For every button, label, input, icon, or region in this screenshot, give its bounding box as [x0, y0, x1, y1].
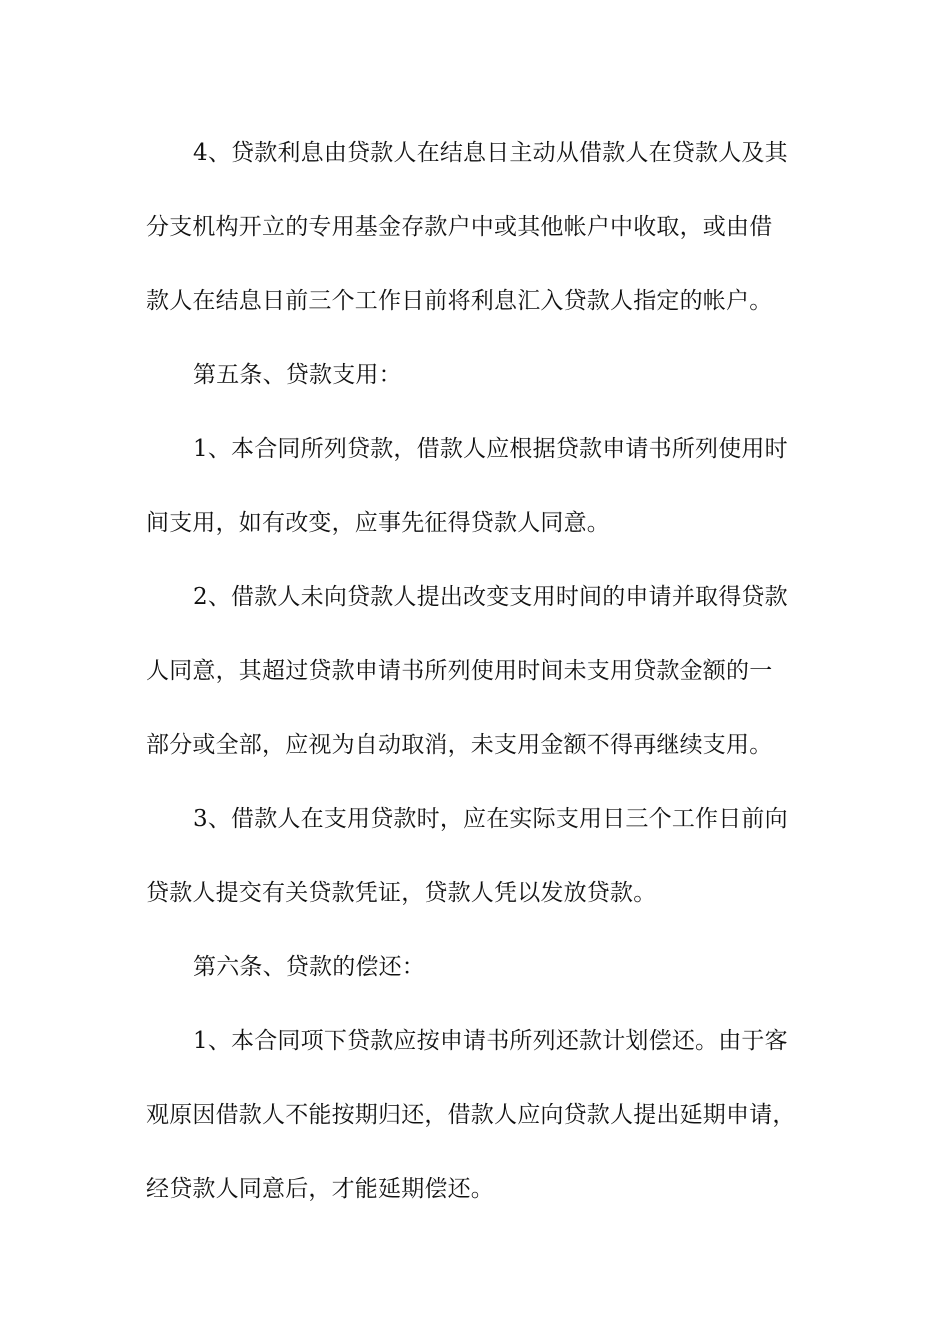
paragraph-line: 部分或全部，应视为自动取消，未支用金额不得再继续支用。 — [146, 732, 773, 758]
paragraph-line: 人同意，其超过贷款申请书所列使用时间未支用贷款金额的一 — [146, 658, 773, 684]
section-heading: 第五条、贷款支用： — [193, 362, 402, 388]
paragraph-line: 分支机构开立的专用基金存款户中或其他帐户中收取，或由借 — [146, 214, 773, 240]
paragraph-line: 1、本合同所列贷款，借款人应根据贷款申请书所列使用时 — [193, 436, 788, 462]
paragraph-line: 款人在结息日前三个工作日前将利息汇入贷款人指定的帐户。 — [146, 288, 773, 314]
paragraph-line: 2、借款人未向贷款人提出改变支用时间的申请并取得贷款 — [193, 584, 788, 610]
paragraph-line: 观原因借款人不能按期归还，借款人应向贷款人提出延期申请， — [146, 1102, 796, 1128]
paragraph-line: 3、借款人在支用贷款时，应在实际支用日三个工作日前向 — [193, 806, 788, 832]
paragraph-line: 4、贷款利息由贷款人在结息日主动从借款人在贷款人及其 — [193, 140, 788, 166]
paragraph-line: 经贷款人同意后，才能延期偿还。 — [146, 1176, 494, 1202]
section-heading: 第六条、贷款的偿还： — [193, 954, 425, 980]
paragraph-line: 贷款人提交有关贷款凭证，贷款人凭以发放贷款。 — [146, 880, 657, 906]
paragraph-line: 1、本合同项下贷款应按申请书所列还款计划偿还。由于客 — [193, 1028, 788, 1054]
paragraph-line: 间支用，如有改变，应事先征得贷款人同意。 — [146, 510, 610, 536]
